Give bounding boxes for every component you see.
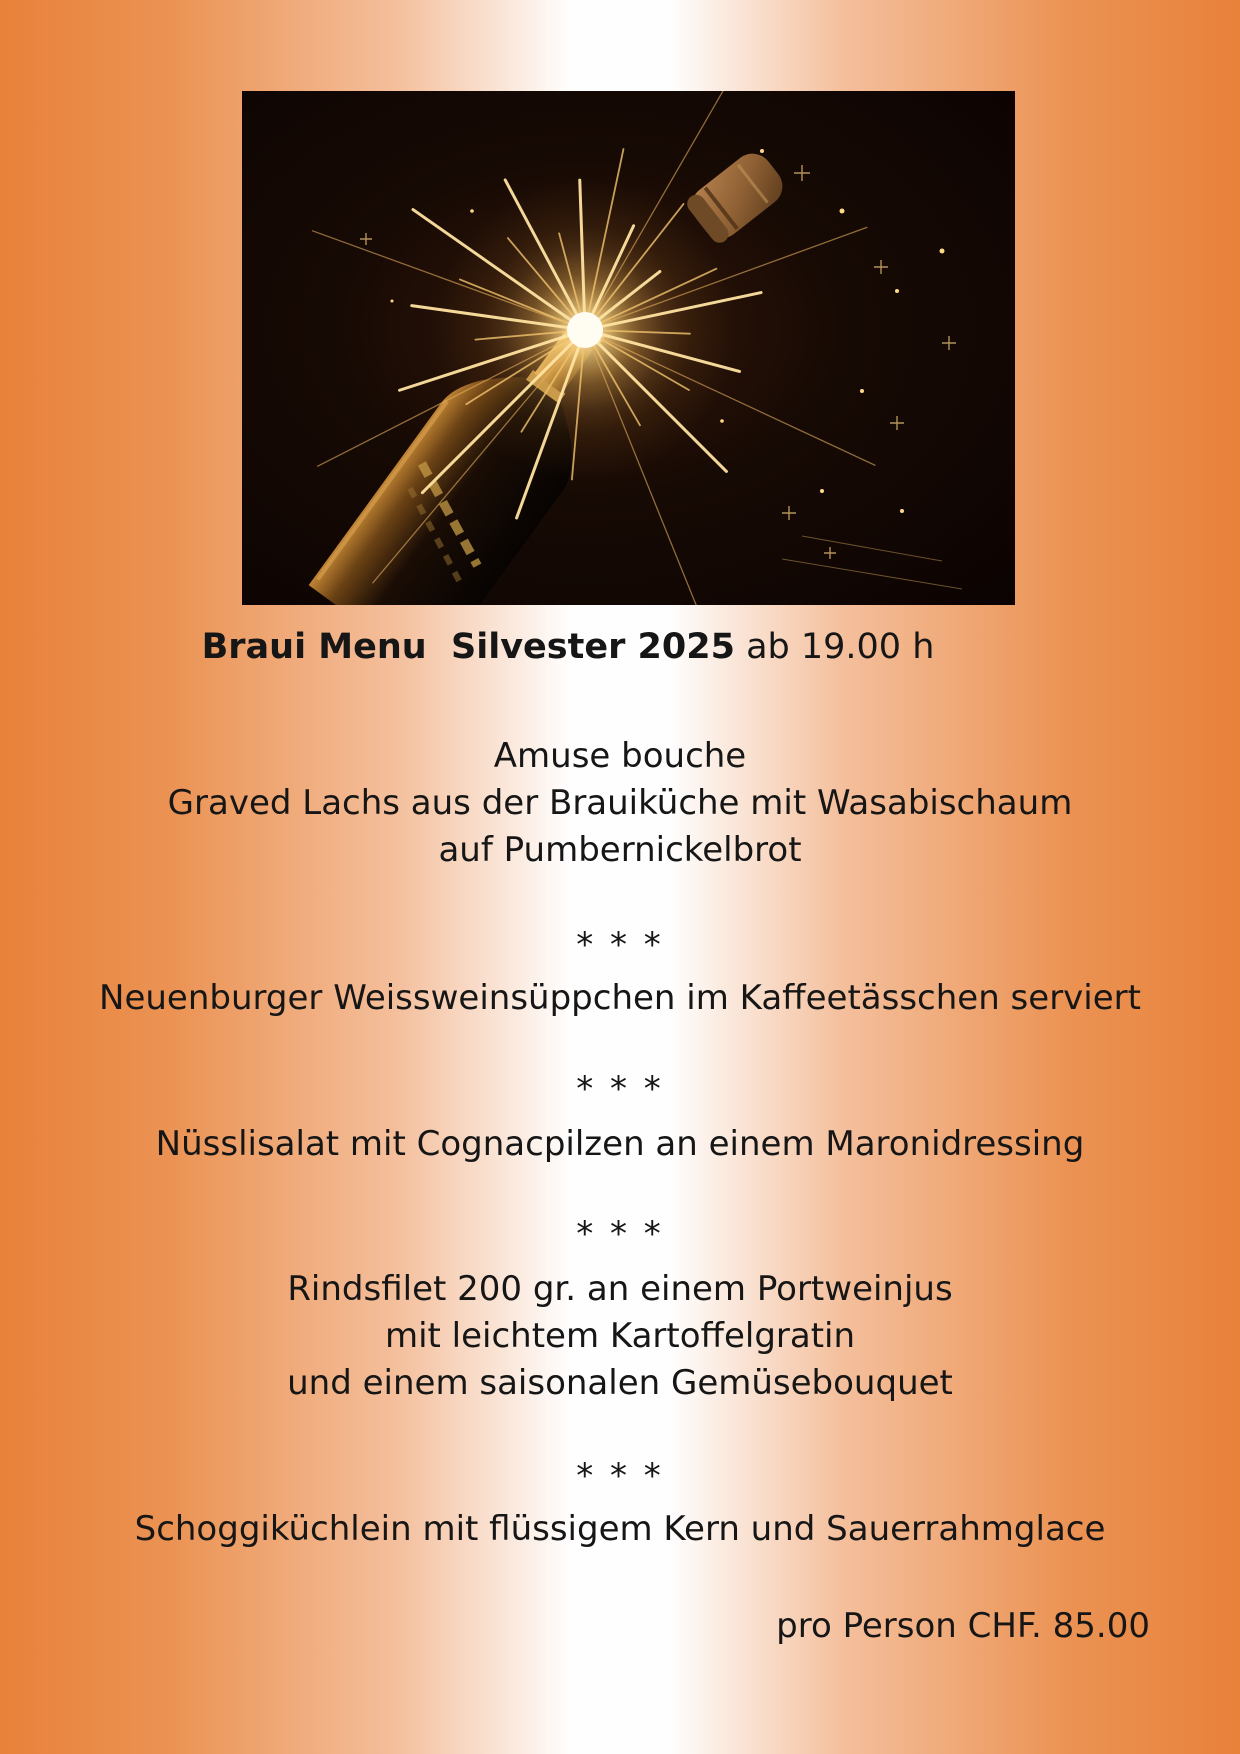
separator-4: * * * bbox=[576, 1456, 664, 1496]
separator-1: * * * bbox=[576, 925, 664, 965]
champagne-sparkler-image bbox=[242, 91, 1015, 605]
course-line: und einem saisonalen Gemüsebouquet bbox=[287, 1363, 953, 1403]
menu-title-time: ab 19.00 h bbox=[734, 627, 935, 667]
menu-title bbox=[0, 624, 1136, 671]
separator-3: * * * bbox=[576, 1214, 664, 1254]
course-soup: Neuenburger Weissweinsüppchen im Kaffeetässchen serviert bbox=[99, 978, 1141, 1018]
price-line: pro Person CHF. 85.00 bbox=[776, 1606, 1150, 1646]
course-line: auf Pumbernickelbrot bbox=[438, 830, 802, 870]
course-salad: Nüsslisalat mit Cognacpilzen an einem Maronidressing bbox=[155, 1124, 1085, 1164]
menu-title-bold: Braui Menu Silvester 2025 bbox=[201, 627, 735, 667]
course-line: Graved Lachs aus der Brauiküche mit Wasabischaum bbox=[167, 783, 1073, 823]
course-dessert: Schoggiküchlein mit flüssigem Kern und Sauerrahmglace bbox=[134, 1509, 1106, 1549]
course-amuse-bouche bbox=[10, 733, 1230, 874]
separator-2: * * * bbox=[576, 1069, 664, 1109]
course-line: mit leichtem Kartoffelgratin bbox=[384, 1316, 856, 1356]
course-main bbox=[10, 1266, 1230, 1407]
champagne-photo bbox=[242, 91, 1015, 605]
course-line: Amuse bouche bbox=[493, 736, 747, 776]
course-line: Rindsfilet 200 gr. an einem Portweinjus bbox=[287, 1269, 953, 1309]
